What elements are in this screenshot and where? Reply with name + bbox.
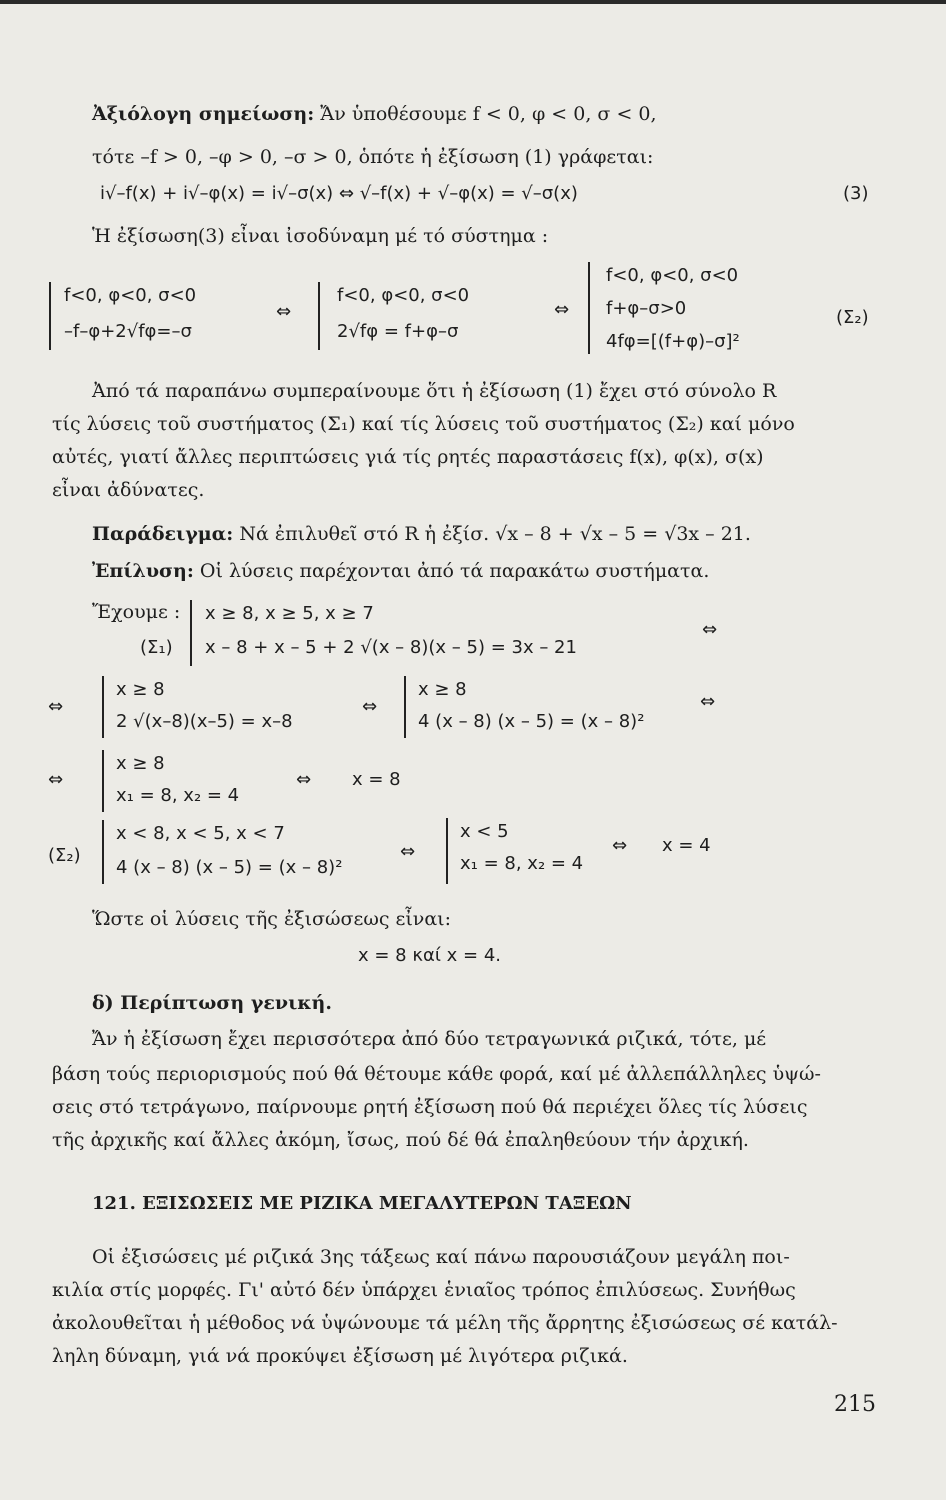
example-line	[92, 522, 751, 546]
system-1-line-a: f<0, φ<0, σ<0	[64, 285, 197, 306]
system-1-line-b: –f–φ+2√fφ=–σ	[64, 321, 192, 342]
row-2-line-b: 2 √(x–8)(x–5) = x–8	[116, 711, 293, 732]
section-121-title: 121. ΕΞΙΣΩΣΕΙΣ ΜΕ ΡΙΖΙΚΑ ΜΕΓΑΛΥΤΕΡΩΝ ΤΑΞΕΩΝ	[92, 1193, 632, 1214]
row-2-bracket-right	[404, 676, 406, 738]
system-3-bracket	[588, 262, 590, 354]
row-1-bracket	[190, 600, 192, 666]
section-121-line-2: κιλία στίς μορφές. Γι' αὐτό δέν ὑπάρχει ἑνιαῖος τρόπος ἐπιλύσεως. Συνήθως	[52, 1279, 796, 1301]
system-3-line-b: f+φ–σ>0	[606, 298, 687, 319]
top-rule	[0, 0, 946, 4]
row-3-line-a: x ≥ 8	[116, 753, 165, 774]
system-3-label: (Σ₂)	[836, 307, 869, 328]
row-4-line-c: x < 5	[460, 821, 509, 842]
row-4-result: x = 4	[662, 835, 711, 856]
solution-title: Ἐπίλυση:	[92, 560, 194, 582]
row-3-result: x = 8	[352, 769, 401, 790]
equivalence-arrow-1: ⇔	[276, 301, 292, 322]
row-3-bracket	[102, 750, 104, 812]
section-121-line-3: ἀκολουθεῖται ἡ μέθοδος νά ὑψώνουμε τά μέλη τῆς ἄρρητης ἐξισώσεως σέ κατάλ-	[52, 1312, 838, 1334]
note-line-3: Ἡ ἐξίσωση(3) εἶναι ἰσοδύναμη μέ τό σύστημα :	[92, 225, 549, 247]
row-1-arrow: ⇔	[702, 619, 718, 640]
equivalence-arrow-2: ⇔	[554, 299, 570, 320]
system-2-line-a: f<0, φ<0, σ<0	[337, 285, 470, 306]
row-1-label: (Σ₁)	[140, 637, 173, 658]
general-line-4: τῆς ἀρχικῆς καί ἄλλες ἀκόμη, ἴσως, πού δέ θά ἐπαληθεύουν τήν ἀρχική.	[52, 1129, 749, 1151]
conclusion-line-2: τίς λύσεις τοῦ συστήματος (Σ₁) καί τίς λύσεις τοῦ συστήματος (Σ₂) καί μόνο	[52, 413, 795, 435]
section-121-line-4: ληλη δύναμη, γιά νά προκύψει ἐξίσωση μέ λιγότερα ριζικά.	[52, 1345, 628, 1367]
conclusion-line-1: Ἀπό τά παραπάνω συμπεραίνουμε ὅτι ἡ ἐξίσωση (1) ἔχει στό σύνολο R	[92, 380, 777, 402]
row-4-arrow-right: ⇔	[612, 835, 628, 856]
equation-3-label: (3)	[843, 183, 869, 204]
row-2-line-c: x ≥ 8	[418, 679, 467, 700]
row-3-line-b: x₁ = 8, x₂ = 4	[116, 785, 240, 806]
row-1-line-b: x – 8 + x – 5 + 2 √(x – 8)(x – 5) = 3x – 21	[205, 637, 577, 658]
system-2-bracket	[318, 282, 320, 350]
note-line-2: τότε –f > 0, –φ > 0, –σ > 0, ὁπότε ἡ ἐξίσωση (1) γράφεται:	[92, 146, 654, 168]
row-3-arrow-mid: ⇔	[296, 769, 312, 790]
row-1-line-a: x ≥ 8, x ≥ 5, x ≥ 7	[205, 603, 374, 624]
final-line-1: Ὥστε οἱ λύσεις τῆς ἐξισώσεως εἶναι:	[92, 908, 452, 930]
row-4-arrow-mid: ⇔	[400, 841, 416, 862]
row-2-arrow-left: ⇔	[48, 696, 64, 717]
row-4-bracket-left	[102, 820, 104, 884]
general-line-3: σεις στό τετράγωνο, παίρνουμε ρητή ἐξίσωση πού θά περιέχει ὅλες τίς λύσεις	[52, 1096, 808, 1118]
system-2-line-b: 2√fφ = f+φ–σ	[337, 321, 459, 342]
general-line-2: βάση τούς περιορισμούς πού θά θέτουμε κάθε φορά, καί μέ ἀλλεπάλληλες ὑψώ-	[52, 1063, 821, 1085]
section-121-line-1: Οἱ ἐξισώσεις μέ ριζικά 3ης τάξεως καί πάνω παρουσιάζουν μεγάλη ποι-	[92, 1246, 790, 1268]
page-number: 215	[834, 1392, 876, 1417]
row-2-arrow-right: ⇔	[700, 691, 716, 712]
system-3-line-a: f<0, φ<0, σ<0	[606, 265, 739, 286]
example-title: Παράδειγμα:	[92, 523, 234, 545]
note-line-1	[92, 102, 657, 126]
row-4-bracket-right	[446, 818, 448, 884]
note-title: Ἀξιόλογη σημείωση:	[92, 103, 315, 125]
row-2-bracket-left	[102, 676, 104, 738]
final-line-2: x = 8 καί x = 4.	[358, 945, 501, 966]
equation-3: i√–f(x) + i√–φ(x) = i√–σ(x) ⇔ √–f(x) + √–φ(x) = √–σ(x)	[100, 183, 578, 204]
row-4-line-b: 4 (x – 8) (x – 5) = (x – 8)²	[116, 857, 343, 878]
row-4-label: (Σ₂)	[48, 845, 81, 866]
row-2-line-a: x ≥ 8	[116, 679, 165, 700]
system-3-line-c: 4fφ=[(f+φ)–σ]²	[606, 331, 740, 352]
example-text: Νά ἐπιλυθεῖ στό R ἡ ἐξίσ. √x – 8 + √x – 5 = √3x – 21.	[239, 523, 751, 545]
row-4-line-a: x < 8, x < 5, x < 7	[116, 823, 285, 844]
system-1-bracket	[49, 282, 51, 350]
conclusion-line-4: εἶναι ἀδύνατες.	[52, 479, 205, 501]
conclusion-line-3: αὐτές, γιατί ἄλλες περιπτώσεις γιά τίς ρητές παραστάσεις f(x), φ(x), σ(x)	[52, 446, 764, 468]
solution-text: Οἱ λύσεις παρέχονται ἀπό τά παρακάτω συστήματα.	[199, 560, 710, 582]
row-4-line-d: x₁ = 8, x₂ = 4	[460, 853, 584, 874]
general-title: δ) Περίπτωση γενική.	[92, 992, 332, 1014]
note-text: Ἄν ὑποθέσουμε f < 0, φ < 0, σ < 0,	[320, 103, 657, 125]
row-2-arrow-mid: ⇔	[362, 696, 378, 717]
row-2-line-d: 4 (x – 8) (x – 5) = (x – 8)²	[418, 711, 645, 732]
general-line-1: Ἄν ἡ ἐξίσωση ἔχει περισσότερα ἀπό δύο τετραγωνικά ριζικά, τότε, μέ	[92, 1028, 767, 1050]
solution-line	[92, 559, 709, 583]
row-3-arrow: ⇔	[48, 769, 64, 790]
have-label: Ἔχουμε :	[92, 601, 181, 623]
